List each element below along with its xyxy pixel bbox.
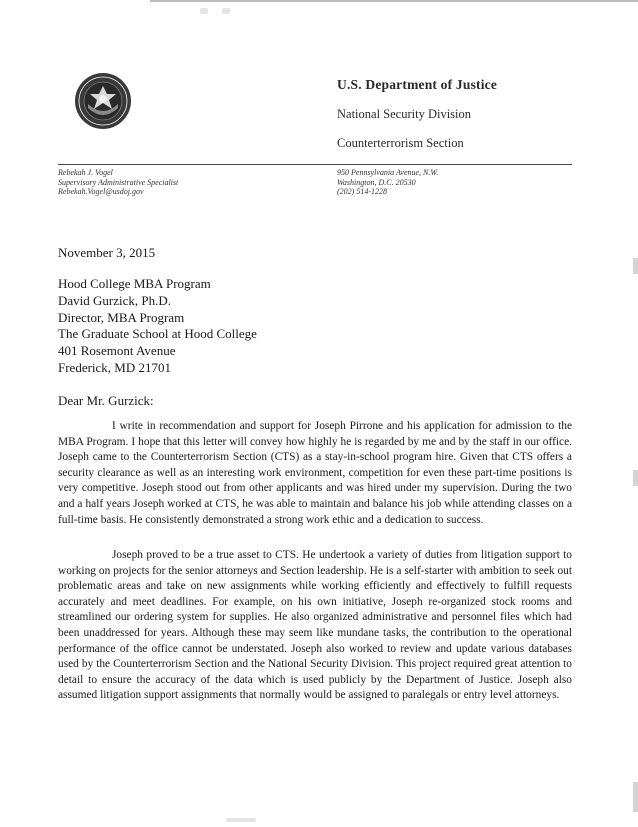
scan-edge-mark <box>633 782 638 812</box>
office-street: 950 Pennsylvania Avenue, N.W. <box>337 168 439 177</box>
sender-name: Rebekah J. Vogel <box>58 168 113 177</box>
recipient-line: Frederick, MD 21701 <box>58 359 172 375</box>
body-paragraph: Joseph proved to be a true asset to CTS. He undertook a variety of duties from litigation support to working on projects for the senior attorneys and Section leadership. He is a self-starter with ambition to seek out problematic areas and take on new assignments while working efficiently and effectively to fulfill requests accurately and meet deadlines. For example, on his own initiative, Joseph re-organized stock rooms and streamlined our ordering system for supplies. He also organized administrative and personnel files which had been unaddressed for years. Although these may seem like mundane tasks, the contribution to the operational performance of the office cannot be understated. Joseph also worked to review and update various databases used by the Counterterrorism Section and the National Security Division. This project required great attention to detail to ensure the accuracy of the data which is used publicly by the Department of Justice. Joseph also assumed litigation support assignments that normally would be assigned to paralegals or entry level attorneys. <box>58 549 572 702</box>
recipient-address <box>58 276 257 377</box>
letterhead-divider <box>58 164 572 165</box>
sender-block <box>58 168 178 197</box>
scan-smudge <box>200 8 208 14</box>
recipient-line: Hood College MBA Program <box>58 276 211 291</box>
scan-edge-mark <box>633 258 638 274</box>
letter-date: November 3, 2015 <box>58 245 156 260</box>
recipient-line: Director, MBA Program <box>58 309 185 325</box>
scan-smudge <box>222 8 230 14</box>
sender-title: Supervisory Administrative Specialist <box>58 177 179 187</box>
office-address-block <box>337 168 438 197</box>
agency-name: U.S. Department of Justice <box>337 77 498 92</box>
salutation: Dear Mr. Gurzick: <box>58 393 154 408</box>
scan-smudge <box>226 818 256 822</box>
sender-email: Rebekah.Vogel@usdoj.gov <box>58 187 144 196</box>
office-phone: (202) 514-1228 <box>337 187 387 196</box>
recipient-line: David Gurzick, Ph.D. <box>58 292 172 308</box>
section-name: Counterterrorism Section <box>337 136 464 150</box>
recipient-line: The Graduate School at Hood College <box>58 326 257 342</box>
doj-seal-icon <box>74 72 132 130</box>
body-paragraph: I write in recommendation and support for Joseph Pirrone and his application for admission to the MBA Program. I hope that this letter will convey how highly he is regarded by me and by the staff in our office. Joseph came to the Counterterrorism Section (CTS) as a stay-in-school program hire. Given that CTS offers a security clearance as well as an interesting work environment, competition for even these part-time positions is very competitive. Joseph stood out from other applicants and was hired under my supervision. During the two and a half years Joseph worked at CTS, he was able to maintain and balance his job while attending classes on a full-time basis. He consistently demonstrated a strong work ethic and a dedication to success. <box>58 420 572 526</box>
scan-edge-mark <box>633 470 638 486</box>
division-name: National Security Division <box>337 107 472 121</box>
scan-top-rule <box>150 0 638 2</box>
recipient-line: 401 Rosemont Avenue <box>58 343 176 359</box>
office-city: Washington, D.C. 20530 <box>337 177 416 187</box>
